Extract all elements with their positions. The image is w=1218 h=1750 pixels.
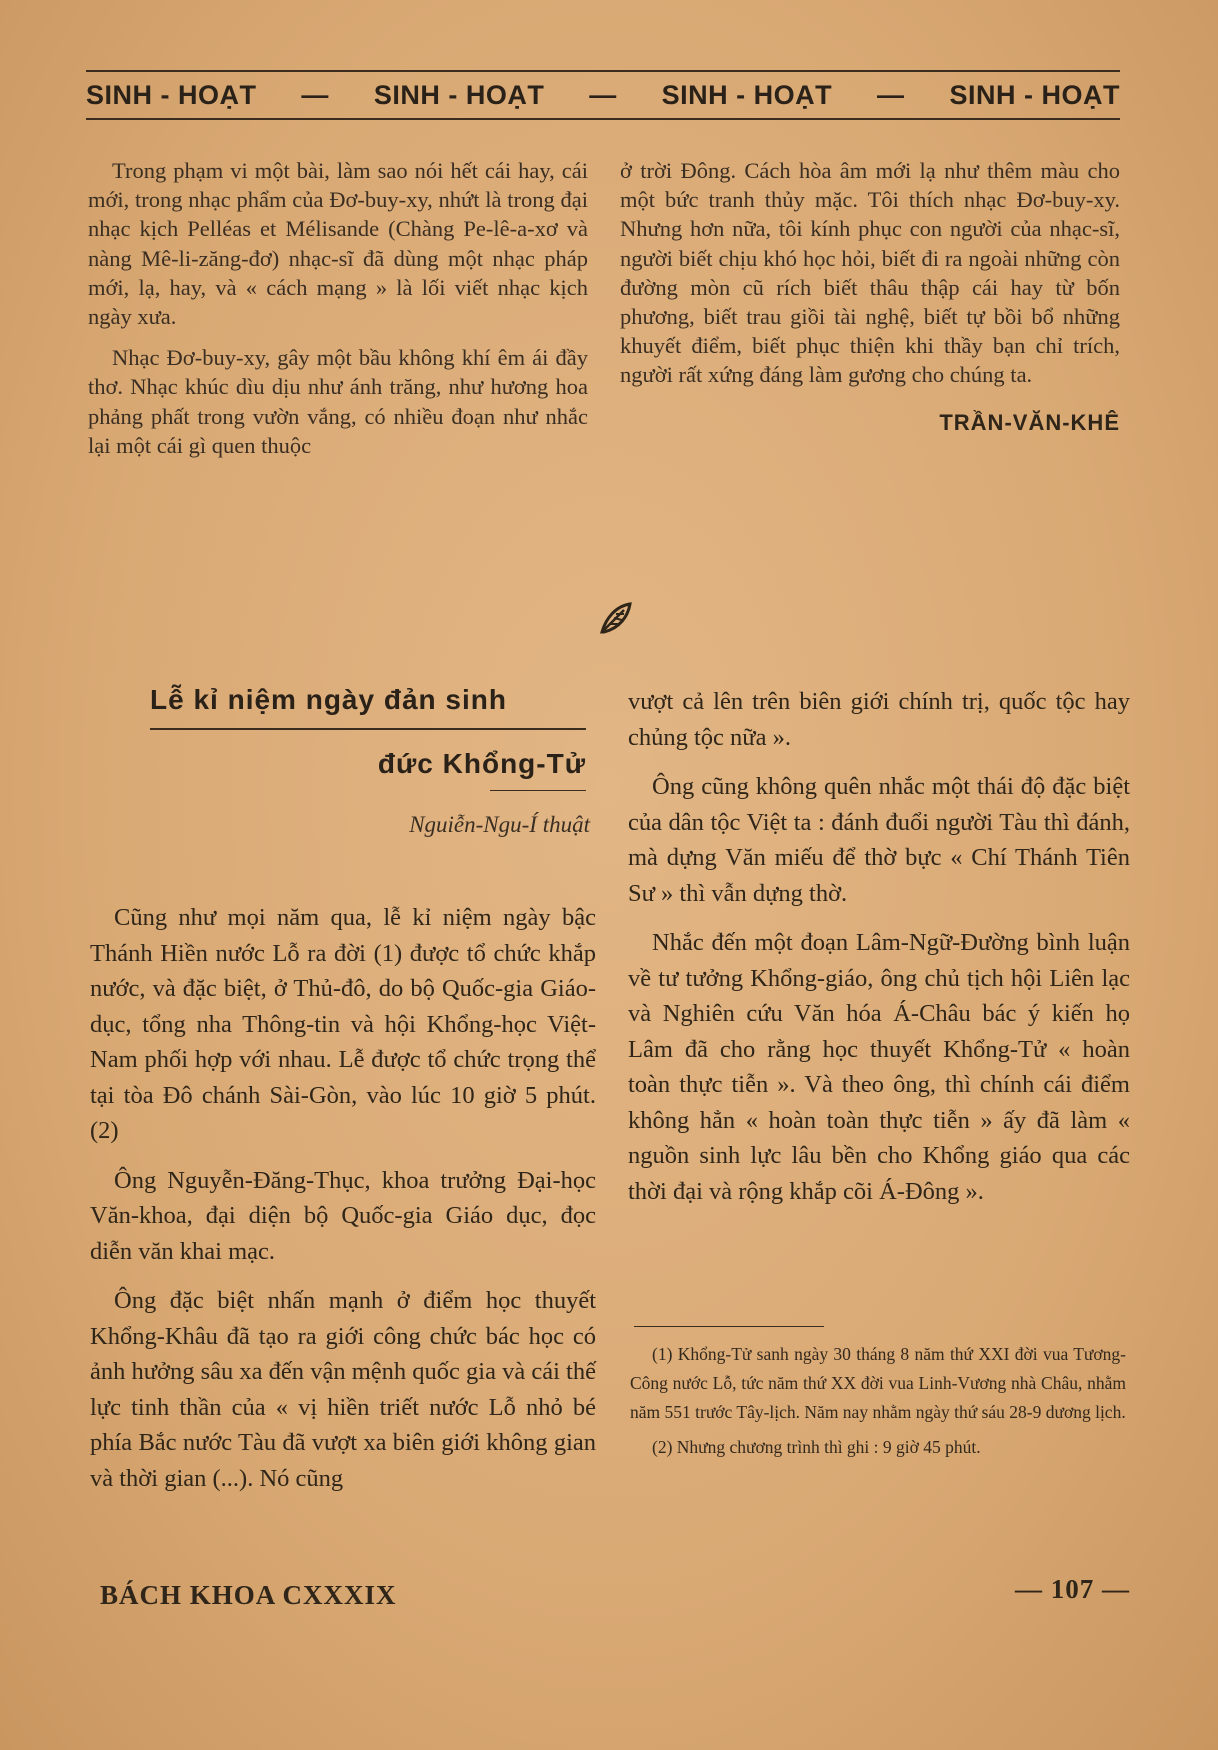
paragraph: vượt cả lên trên biên giới chính trị, quốc tộc hay chủng tộc nữa ». — [628, 688, 1130, 751]
running-header — [86, 70, 1120, 120]
paragraph: Nhạc Đơ-buy-xy, gây một bầu không khí êm ái đầy thơ. Nhạc khúc dìu dịu như ánh trăng, như hương hoa phảng phất trong vườn vắng, có nhiều đoạn như nhắc lại một cái gì quen thuộc — [88, 345, 588, 458]
magazine-name: BÁCH KHOA CXXXIX — [100, 1580, 397, 1610]
article-byline: Nguiễn-Ngu-Í thuật — [409, 812, 590, 837]
header-item: SINH - HOẠT — [373, 79, 545, 110]
footnote: (1) Khổng-Tử sanh ngày 30 tháng 8 năm thứ XXI đời vua Tương-Công nước Lỗ, tức năm thứ XX đời vua Linh-Vương nhà Châu, nhằm năm 551 trước Tây-lịch. Năm nay nhằm ngày thứ sáu 28-9 dương lịch. — [630, 1344, 1126, 1422]
paragraph: Nhắc đến một đoạn Lâm-Ngữ-Đường bình luận về tư tưởng Khổng-giáo, ông chủ tịch hội Liên lạc và Nghiên cứu Văn hóa Á-Châu bác ý kiến họ Lâm đã cho rằng học thuyết Khổng-Tử « hoàn toàn thực tiễn ». Và theo ông, thì chính cái điểm không hẳn « hoàn toàn thực tiễn » ấy đã làm « nguồn sinh lực lâu bền cho Khổng giáo qua các thời đại và rộng khắp cõi Á-Đông ». — [628, 929, 1130, 1205]
footnote: (2) Nhưng chương trình thì ghi : 9 giờ 45 phút. — [652, 1437, 981, 1457]
article1-left-column — [88, 156, 588, 460]
author-signature: TRẦN-VĂN-KHÊ — [939, 409, 1120, 435]
leaf-ornament-icon — [596, 598, 636, 638]
footnote-rule — [634, 1326, 824, 1327]
article-title-line1: Lễ kỉ niệm ngày đản sinh — [150, 684, 507, 715]
paragraph: Ông đặc biệt nhấn mạnh ở điểm học thuyết Khổng-Khâu đã tạo ra giới công chức bác học có ảnh hưởng sâu xa đến vận mệnh quốc gia và cái thế lực tinh thần của « vị hiền triết nước Lỗ nhỏ bé phía Bắc nước Tàu đã vượt xa biên giới không gian và thời gian (...). Nó cũng — [90, 1287, 596, 1492]
header-item: SINH - HOẠT — [949, 79, 1120, 110]
article2-left-column — [90, 900, 596, 1496]
header-separator: — — [301, 79, 329, 110]
paragraph: ở trời Đông. Cách hòa âm mới lạ như thêm màu cho một bức tranh thủy mặc. Tôi thích nhạc Đơ-buy-xy. Nhưng hơn nữa, tôi kính phục con người của nhạc-sĩ, người biết chịu khó học hỏi, biết đi ra ngoài những còn đường mòn cũ rích biết thâu thập cái hay từ bốn phương, biết trau giồi tài nghệ, biết tự bồi bổ những khuyết điểm, biết phục thiện khi thầy bạn chỉ trích, người rất xứng đáng làm gương cho chúng ta. — [620, 158, 1120, 388]
header-separator: — — [877, 79, 905, 110]
footnotes — [630, 1340, 1126, 1462]
title-rule — [150, 728, 586, 730]
article2-right-column — [628, 684, 1130, 1209]
title-underline — [490, 790, 586, 791]
article-title-line2: đức Khổng-Tử — [377, 748, 586, 779]
paragraph: Trong phạm vi một bài, làm sao nói hết cái hay, cái mới, trong nhạc phẩm của Đơ-buy-xy, nhứt là trong đại nhạc kịch Pelléas et Mélisande (Chàng Pe-lê-a-xơ và nàng Mê-li-zăng-đơ) nhạc-sĩ đã dùng một nhạc pháp mới, lạ, hay, và « cách mạng » là lối viết nhạc kịch ngày xưa. — [88, 158, 588, 330]
paragraph: Ông cũng không quên nhắc một thái độ đặc biệt của dân tộc Việt ta : đánh đuổi người Tàu thì đánh, mà dựng Văn miếu để thờ bực « Chí Thánh Tiên Sư » thì vẫn dựng thờ. — [628, 773, 1130, 907]
paragraph: Cũng như mọi năm qua, lễ kỉ niệm ngày bậc Thánh Hiền nước Lỗ ra đời (1) được tổ chức khắp nước, và đặc biệt, ở Thủ-đô, do bộ Quốc-gia Giáo-dục, tổng nha Thông-tin và hội Khổng-học Việt-Nam phối hợp với nhau. Lễ được tổ chức trọng thể tại tòa Đô chánh Sài-Gòn, vào lúc 10 giờ 5 phút. (2) — [90, 904, 596, 1144]
header-item: SINH - HOẠT — [86, 79, 257, 110]
paragraph: Ông Nguyễn-Đăng-Thục, khoa trưởng Đại-học Văn-khoa, đại diện bộ Quốc-gia Giáo dục, đọc diễn văn khai mạc. — [90, 1166, 596, 1265]
article1-right-column — [620, 156, 1120, 437]
header-item: SINH - HOẠT — [661, 79, 833, 110]
page-number: — 107 — — [1015, 1574, 1130, 1604]
header-separator: — — [589, 79, 617, 110]
